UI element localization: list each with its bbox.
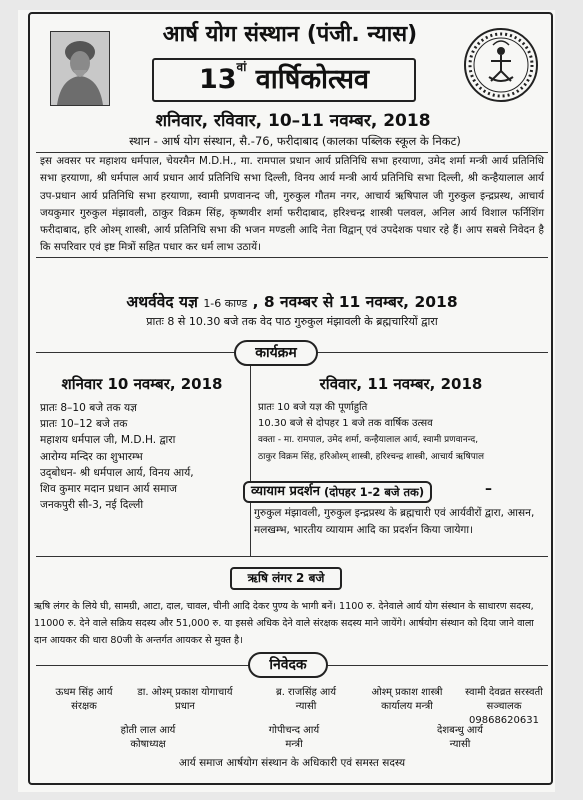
signatory-role: सञ्चालक xyxy=(486,701,522,712)
organization-seal-logo xyxy=(463,27,539,103)
yagya-heading xyxy=(36,290,548,312)
signatory-role: कोषाध्यक्ष xyxy=(130,739,166,750)
signatory xyxy=(256,686,356,714)
signatory-role: न्यासी xyxy=(295,701,317,712)
signatory xyxy=(124,686,246,714)
veda-path-line: प्रातः 8 से 10.30 बजे तक वेद पाठ गुरुकुल मंझावली के ब्रह्मचारियों द्वारा xyxy=(146,315,438,328)
signatory-phone: 09868620631 xyxy=(469,715,539,726)
signatory-role: न्यासी xyxy=(449,739,471,750)
anniversary-word: वार्षिकोत्सव xyxy=(246,64,370,95)
founder-portrait xyxy=(50,31,110,106)
signatory-name: गोपीचन्द आर्य xyxy=(268,725,320,736)
schedule-line: आरोग्य मन्दिर का शुभारम्भ xyxy=(40,450,143,463)
yagya-kand: 1-6 काण्ड xyxy=(203,297,248,310)
anniversary-number: 13 xyxy=(198,64,237,95)
signatory-name: ऊधम सिंह आर्य xyxy=(55,687,113,698)
signatory-name: स्वामी देवव्रत सरस्वती xyxy=(465,687,543,698)
sunday-heading: रविवार, 11 नवम्बर, 2018 xyxy=(319,375,483,393)
anniversary-banner xyxy=(152,58,416,102)
signatory xyxy=(98,724,198,752)
signatory-role: कार्यालय मन्त्री xyxy=(381,701,433,712)
nivedak-label: निवेदक xyxy=(248,652,328,678)
signatory xyxy=(244,724,344,752)
yagya-dates: , 8 नवम्बर से 11 नवम्बर, 2018 xyxy=(247,293,458,311)
schedule-line: उद्‌बोधन- श्री धर्मपाल आर्य, विनय आर्य, xyxy=(40,466,194,479)
exercise-demo-title: व्यायाम प्रदर्शन xyxy=(251,484,320,499)
schedule-line: प्रातः 8–10 बजे तक यज्ञ xyxy=(40,402,137,414)
divider-line xyxy=(36,556,548,557)
exercise-demo-dash: – xyxy=(485,481,492,497)
signatory-role: प्रधान xyxy=(175,701,195,712)
schedule-line: 10.30 बजे से दोपहर 1 बजे तक वार्षिक उत्सव xyxy=(258,418,433,430)
exercise-demo-time: (दोपहर 1-2 बजे तक) xyxy=(323,485,425,499)
signatory-role: संरक्षक xyxy=(71,701,97,712)
signatory xyxy=(410,724,510,752)
signatory-role: मन्त्री xyxy=(285,739,303,750)
exercise-demo-box xyxy=(243,481,432,503)
signatory-name: देशबन्धु आर्य xyxy=(437,725,483,736)
donation-paragraph: ऋषि लंगर के लिये घी, सामग्री, आटा, दाल, चावल, चीनी आदि देकर पुण्य के भागी बनें। 1100 रु. देनेवाले आर्य योग संस्थान के साधारण सदस्य, 11000 रु. देने वाले सक्रिय सदस्य और 51,000 रु. या इससे अधिक देने वाले संरक्षक सदस्य माने जायेंगे। आर्षयोग संस्थान को दिया जाने वाला दान आयकर की धारा 80जी के अन्तर्गत आयकर से मुक्त है। xyxy=(34,601,534,646)
yagya-name: अथर्ववेद यज्ञ xyxy=(126,293,204,311)
saturday-schedule xyxy=(40,400,245,513)
saturday-heading: शनिवार 10 नवम्बर, 2018 xyxy=(61,375,223,393)
invitation-paragraph: इस अवसर पर महाशय धर्मपाल, चेयरमैन M.D.H., मा. रामपाल प्रधान आर्य प्रतिनिधि सभा हरयाणा, उमेद शर्मा मन्त्री आर्य प्रतिनिधि सभा हरयाणा, श्री धर्मपाल आर्य प्रधान आर्य प्रतिनिधि सभा दिल्ली, विनय आर्य मन्त्री आर्य प्रतिनिधि सभा दिल्ली, श्री कन्हैयालाल आर्य उप-प्रधान आर्य प्रतिनिधि सभा हरयाणा, स्वामी प्रणवानन्द जी, गुरुकुल गौतम नगर, आचार्य ऋषिपाल जी गुरुकुल इन्द्रप्रस्थ, आचार्य जयकुमार गुरुकुल मंझावली, ठाकुर विक्रम सिंह, कृष्णवीर शर्मा फरीदाबाद, हरिश्चन्द्र शास्त्री पलवल, अनिल आर्य विशाल फर्निशिंग फरीदाबाद, हरि ओश्म् शास्त्री, आर्य प्रतिनिधि सभा की भजन मण्डली आदि नेता विद्वान् एवं उपदेशक पधार रहे हैं। आप सबसे निवेदन है कि सपरिवार एवं इष्ट मित्रों सहित पधार कर धर्म लाभ उठायें। xyxy=(36,152,548,258)
schedule-line: महाशय धर्मपाल जी, M.D.H. द्वारा xyxy=(40,434,176,447)
sunday-schedule xyxy=(258,400,548,465)
signatory-name: ब्र. राजसिंह आर्य xyxy=(275,687,337,698)
schedule-line: प्रातः 10–12 बजे तक xyxy=(40,418,128,431)
signatory-name: ओश्म् प्रकाश शास्त्री xyxy=(371,687,443,698)
exercise-demo-description: गुरुकुल मंझावली, गुरुकुल इन्द्रप्रस्थ के ब्रह्मचारी एवं आर्यवीरों द्वारा, आसन, मलखम्भ, भारतीय व्यायाम आदि का प्रदर्शन किया जायेगा। xyxy=(254,507,535,536)
anniversary-ordinal: वां xyxy=(236,60,247,74)
signatory xyxy=(454,686,554,728)
schedule-line: ठाकुर विक्रम सिंह, हरिओश्म् शास्त्री, हरिश्चन्द्र शास्त्री, आचार्य ऋषिपाल xyxy=(258,451,485,462)
signatory xyxy=(352,686,462,714)
schedule-line: शिव कुमार मदान प्रधान आर्य समाज xyxy=(40,483,178,496)
column-divider xyxy=(250,366,251,556)
schedule-line: जनकपुरी सी-3, नई दिल्ली xyxy=(40,499,144,512)
signatory-name: होती लाल आर्य xyxy=(120,725,176,736)
schedule-line: प्रातः 10 बजे यज्ञ की पूर्णाहुति xyxy=(258,402,368,413)
signatory xyxy=(36,686,132,714)
event-dates: शनिवार, रविवार, 10–11 नवम्बर, 2018 xyxy=(155,111,431,131)
organization-title: आर्ष योग संस्थान (पंजी. न्यास) xyxy=(162,22,418,47)
event-venue: स्थान - आर्ष योग संस्थान, सै.-76, फरीदाबाद (कालका पब्लिक स्कूल के निकट) xyxy=(129,134,461,148)
schedule-line: वक्ता - मा. रामपाल, उमेद शर्मा, कन्हैयालाल आर्य, स्वामी प्रणवानन्द, xyxy=(258,435,479,446)
programme-label: कार्यक्रम xyxy=(234,340,318,366)
signatory-name: डा. ओश्म् प्रकाश योगाचार्य xyxy=(137,687,233,698)
langar-label: ऋषि लंगर 2 बजे xyxy=(230,567,342,590)
footer-line: आर्य समाज आर्षयोग संस्थान के अधिकारी एवं समस्त सदस्य xyxy=(178,757,406,769)
